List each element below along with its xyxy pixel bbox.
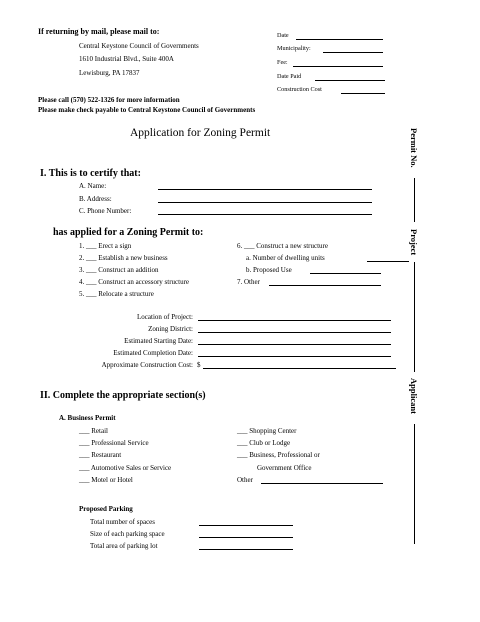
option-automotive[interactable]: ___ Automotive Sales or Service (79, 464, 172, 472)
phone-label: C. Phone Number: (79, 207, 132, 215)
parking-area-field[interactable] (199, 549, 293, 550)
option-accessory-structure[interactable]: 4. ___ Construct an accessory structure (79, 278, 190, 286)
parking-heading: Proposed Parking (79, 505, 133, 513)
parking-spaces-label: Total number of spaces (90, 518, 156, 526)
option-new-business[interactable]: 2. ___ Establish a new business (79, 254, 168, 262)
business-other-field[interactable] (261, 483, 383, 484)
office-date-line[interactable] (296, 39, 383, 40)
location-label: Location of Project: (137, 313, 193, 321)
section2-heading: II. Complete the appropriate section(s) (40, 390, 206, 401)
option-addition[interactable]: 3. ___ Construct an addition (79, 266, 159, 274)
option-other-field[interactable] (269, 285, 381, 286)
proposed-use-field[interactable] (310, 273, 381, 274)
option-relocate-structure[interactable]: 5. ___ Relocate a structure (79, 290, 154, 298)
option-shopping-center[interactable]: ___ Shopping Center (237, 427, 297, 435)
zoning-district-field[interactable] (198, 332, 391, 333)
option-other-label: 7. Other (237, 278, 260, 286)
parking-spaces-field[interactable] (199, 525, 293, 526)
option-retail[interactable]: ___ Retail (79, 427, 108, 435)
section1-heading: I. This is to certify that: (40, 168, 141, 179)
address-label: B. Address: (79, 195, 112, 203)
zoning-district-label: Zoning District: (148, 325, 193, 333)
parking-size-field[interactable] (199, 537, 293, 538)
option-government-office: Government Office (257, 464, 312, 472)
page-title: Application for Zoning Permit (130, 127, 271, 139)
completion-date-field[interactable] (198, 356, 391, 357)
check-info: Please make check payable to Central Keystone Council of Governments (38, 106, 256, 114)
starting-date-field[interactable] (198, 344, 391, 345)
office-date-paid-label: Date Paid (277, 73, 302, 80)
option-motel-hotel[interactable]: ___ Motel or Hotel (79, 476, 133, 484)
starting-date-label: Estimated Starting Date: (124, 337, 193, 345)
business-other-label: Other (237, 476, 253, 484)
dwelling-units-label: a. Number of dwelling units (246, 254, 325, 262)
office-date-paid-line[interactable] (315, 80, 385, 81)
address-field[interactable] (158, 202, 372, 203)
office-construction-cost-line[interactable] (341, 93, 385, 94)
mail-org: Central Keystone Council of Governments (79, 42, 199, 50)
permit-number-line[interactable] (414, 178, 415, 222)
side-label-applicant-text: Applicant (409, 378, 419, 414)
completion-date-label: Estimated Completion Date: (113, 349, 193, 357)
name-label: A. Name: (79, 182, 107, 190)
name-field[interactable] (158, 189, 372, 190)
parking-size-label: Size of each parking space (90, 530, 165, 538)
office-date-label: Date (277, 32, 289, 39)
option-new-structure[interactable]: 6. ___ Construct a new structure (237, 242, 328, 250)
office-construction-cost-label: Construction Cost (277, 86, 322, 93)
location-field[interactable] (198, 320, 391, 321)
office-municipality-line[interactable] (323, 52, 383, 53)
applied-heading: has applied for a Zoning Permit to: (53, 227, 204, 238)
side-label-permit-text: Permit No. (409, 128, 419, 168)
phone-field[interactable] (158, 214, 372, 215)
construction-cost-label: Approximate Construction Cost: (101, 361, 193, 369)
applicant-line[interactable] (414, 424, 415, 544)
side-label-project-text: Project (409, 229, 419, 256)
dwelling-units-field[interactable] (367, 261, 409, 262)
option-professional-service[interactable]: ___ Professional Service (79, 439, 149, 447)
option-business-professional[interactable]: ___ Business, Professional or (237, 451, 320, 459)
business-permit-heading: A. Business Permit (59, 414, 116, 422)
office-fee-label: Fee: (277, 59, 288, 66)
option-erect-sign[interactable]: 1. ___ Erect a sign (79, 242, 132, 250)
project-line[interactable] (414, 262, 415, 372)
construction-cost-field[interactable] (203, 368, 396, 369)
option-restaurant[interactable]: ___ Restaurant (79, 451, 122, 459)
parking-area-label: Total area of parking lot (90, 542, 158, 550)
proposed-use-label: b. Proposed Use (246, 266, 292, 274)
dollar-sign: $ (197, 361, 201, 369)
mail-city: Lewisburg, PA 17837 (79, 69, 140, 77)
mail-street: 1610 Industrial Blvd., Suite 400A (79, 55, 174, 63)
mail-heading: If returning by mail, please mail to: (38, 27, 160, 36)
office-fee-line[interactable] (293, 66, 383, 67)
call-info: Please call (570) 522-1326 for more information (38, 96, 180, 104)
office-municipality-label: Municipality: (277, 45, 311, 52)
option-club-lodge[interactable]: ___ Club or Lodge (237, 439, 291, 447)
side-label-applicant (409, 378, 419, 414)
side-label-project (409, 229, 419, 255)
side-label-permit (409, 128, 419, 168)
